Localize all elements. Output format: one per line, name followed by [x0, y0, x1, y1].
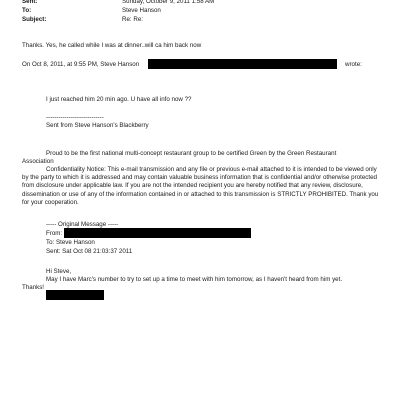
quote-intro: On Oct 8, 2011, at 9:55 PM, Steve Hanson	[22, 61, 140, 68]
original-message-header: ----- Original Message -----	[46, 221, 119, 228]
green-certification-line: Proud to be the first national multi-concept restaurant group to be certified Green by the Green Restaurant	[46, 150, 337, 157]
sent-label: Sent:	[22, 0, 38, 5]
redaction-box	[46, 290, 104, 300]
quote-intro-suffix: wrote:	[345, 61, 362, 68]
from-label: From:	[46, 230, 63, 237]
confidentiality-notice: Confidentiality Notice: This e-mail transmission and any file or previous e-mail attached to it is intended to be viewed only by the party to which it is addressed and may contain valuable business information that is confidential and/or otherwise protected from disclosure under applicable law. If you are not the intended recipient you are hereby notified that any review, disclosure, dissemination or use of any of the information contained in or attached to this transmission is STRICTLY PROHIBITED. Thank you for your cooperation.	[22, 166, 379, 206]
redaction-box	[148, 59, 337, 69]
to-label: To:	[22, 7, 32, 14]
reply-line: Thanks. Yes, he called while I was at dinner..will ca him back now	[22, 42, 202, 49]
to-value: Steve Hanson	[122, 7, 161, 14]
closing: Thanks!	[22, 284, 45, 291]
signature: Sent from Steve Hanson's Blackberry	[46, 122, 149, 129]
green-certification-line-2: Association	[22, 158, 54, 165]
to-line: To: Steve Hanson	[46, 239, 95, 246]
greeting: Hi Steve,	[46, 268, 72, 275]
subject-value: Re: Re:	[122, 16, 143, 23]
signature-rule: ----------------------------	[46, 114, 104, 121]
redaction-box	[64, 228, 251, 238]
message: May I have Marc's number to try to set up a time to meet with him tomorrow, as I haven't heard from him yet.	[46, 276, 343, 283]
sent-line: Sent: Sat Oct 08 21:03:37 2011	[46, 248, 133, 255]
sent-value: Sunday, October 9, 2011 1:58 AM	[122, 0, 215, 5]
quoted-message: I just reached him 20 min ago. U have all info now ??	[46, 96, 192, 103]
subject-label: Subject:	[22, 16, 47, 23]
